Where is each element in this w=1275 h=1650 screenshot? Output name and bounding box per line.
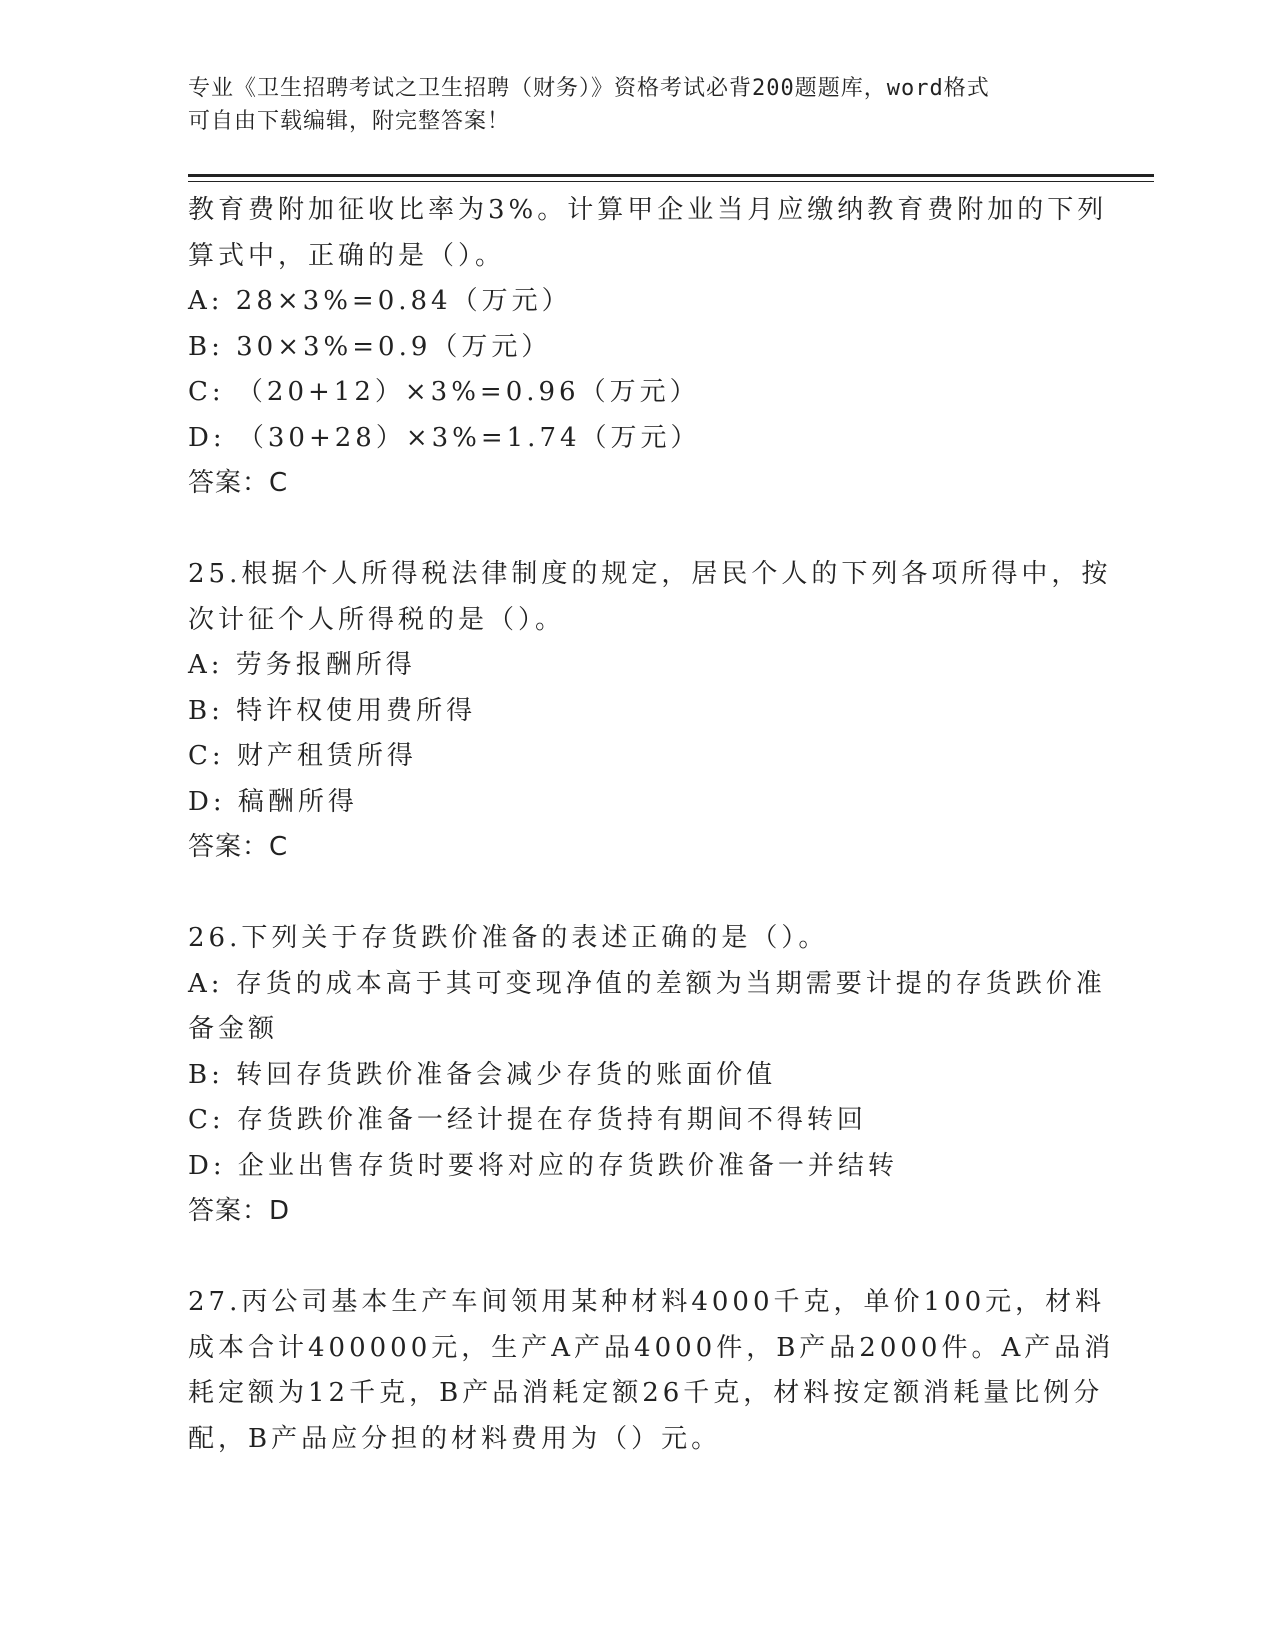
question-25 (188, 552, 1112, 871)
question-stem-line: 教育费附加征收比率为3%。计算甲企业当月应缴纳教育费附加的下列 (188, 195, 1108, 225)
header-divider-thin (188, 181, 1154, 182)
option-b: B: 转回存货跌价准备会减少存货的账面价值 (188, 1059, 777, 1090)
spacer (188, 507, 1088, 553)
option-c: C: 存货跌价准备一经计提在存货持有期间不得转回 (188, 1105, 867, 1135)
question-stem-line: 耗定额为12千克，B产品消耗定额26千克，材料按定额消耗量比例分 (188, 1378, 1104, 1408)
question-stem-line: 26.下列关于存货跌价准备的表述正确的是（）。 (188, 923, 829, 953)
question-stem-line: 27.丙公司基本生产车间领用某种材料4000千克，单价100元，材料 (188, 1287, 1106, 1317)
question-24 (188, 188, 1108, 507)
question-stem-line: 成本合计400000元，生产A产品4000件，B产品2000件。A产品消 (188, 1332, 1115, 1363)
option-b: B: 30×3%=0.9（万元） (188, 331, 552, 362)
spacer (188, 1235, 1088, 1281)
header-title-line-1: 专业《卫生招聘考试之卫生招聘（财务）》资格考试必背200题题库，word格式 (188, 76, 990, 101)
answer-line: 答案：C (188, 468, 289, 498)
question-26 (188, 916, 1106, 1235)
question-27 (188, 1280, 1115, 1462)
answer-line: 答案：D (188, 1196, 291, 1226)
option-c: C: （20+12）×3%=0.96（万元） (188, 377, 700, 407)
question-stem-line: 25.根据个人所得税法律制度的规定，居民个人的下列各项所得中，按 (188, 559, 1112, 589)
option-d: D: 稿酬所得 (188, 786, 358, 817)
option-a-continuation: 备金额 (188, 1014, 279, 1044)
option-a: A: 存货的成本高于其可变现净值的差额为当期需要计提的存货跌价准 (188, 968, 1106, 999)
option-c: C: 财产租赁所得 (188, 741, 417, 771)
option-d: D: （30+28）×3%=1.74（万元） (188, 422, 701, 453)
question-stem-line: 配，B产品应分担的材料费用为（）元。 (188, 1423, 722, 1454)
header-divider-thick (188, 174, 1154, 177)
document-header (188, 72, 1088, 138)
question-stem-line: 次计征个人所得税的是（）。 (188, 604, 566, 635)
question-list (188, 188, 1115, 1462)
header-title-line-2: 可自由下载编辑，附完整答案！ (188, 109, 511, 134)
option-a: A: 28×3%=0.84（万元） (188, 286, 572, 316)
option-d: D: 企业出售存货时要将对应的存货跌价准备一并结转 (188, 1150, 898, 1181)
question-stem-line: 算式中，正确的是（）。 (188, 240, 506, 271)
spacer (188, 871, 1088, 917)
option-b: B: 特许权使用费所得 (188, 695, 477, 726)
option-a: A: 劳务报酬所得 (188, 650, 416, 680)
answer-line: 答案：C (188, 832, 289, 862)
